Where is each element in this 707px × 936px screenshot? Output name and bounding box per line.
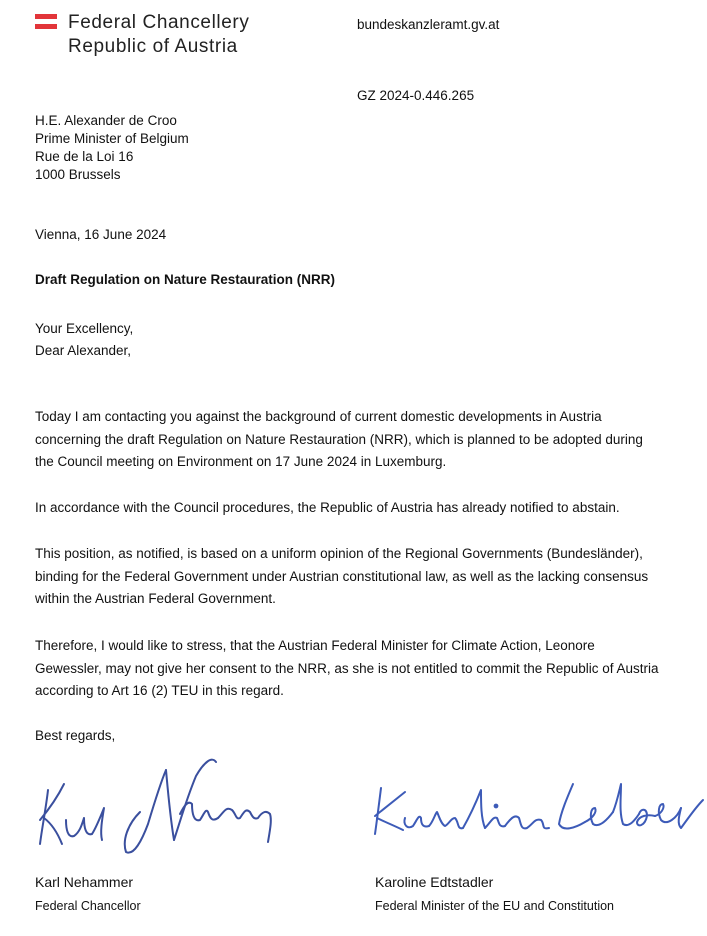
body-paragraph-2: In accordance with the Council procedures, the Republic of Austria has already notified to abstain. [35, 500, 620, 515]
body-paragraph-1: Today I am contacting you against the background of current domestic developments in Austria concerning the draft Regulation on Nature Restauration (NRR), which is planned to be adopted during the Council meeting on Environment on 17 June 2024 in Luxemburg. [35, 409, 643, 469]
signatory-right-title: Federal Minister of the EU and Constitution [375, 899, 615, 913]
signatory-right-name: Karoline Edtstadler [375, 874, 494, 890]
recipient-line3: Rue de la Loi 16 [35, 149, 134, 164]
website-link[interactable]: bundeskanzleramt.gv.at [357, 17, 500, 32]
reference-number: GZ 2024-0.446.265 [357, 88, 475, 103]
recipient-line4: 1000 Brussels [35, 167, 121, 182]
org-name-line2: Republic of Austria [68, 36, 238, 57]
org-name-line1: Federal Chancellery [68, 12, 250, 33]
austrian-flag-logo-icon [35, 14, 57, 30]
salutation-line1: Your Excellency, [35, 321, 134, 336]
recipient-line2: Prime Minister of Belgium [35, 131, 189, 146]
salutation [35, 318, 133, 362]
signatory-left-title: Federal Chancellor [35, 899, 141, 913]
body-paragraph-4: Therefore, I would like to stress, that the Austrian Federal Minister for Climate Action, Leonore Gewessler, may not give her consent to the NRR, as she is not entitled to commit the Republic of Austria according to Art 16 (2) TEU in this regard. [35, 638, 659, 698]
signature-karoline-edtstadler [365, 768, 705, 843]
signatory-left-name: Karl Nehammer [35, 874, 134, 890]
letter-date: Vienna, 16 June 2024 [35, 227, 167, 242]
body-paragraph-3: This position, as notified, is based on a uniform opinion of the Regional Governments (Bundesländer), binding for the Federal Government under Austrian constitutional law, as well as the lacking consensus within the Austrian Federal Government. [35, 546, 649, 606]
letter-subject: Draft Regulation on Nature Restauration (NRR) [35, 272, 336, 287]
recipient-address [35, 112, 189, 184]
signature-karl-nehammer [30, 748, 280, 863]
closing-phrase: Best regards, [35, 728, 116, 743]
salutation-line2: Dear Alexander, [35, 343, 132, 358]
recipient-line1: H.E. Alexander de Croo [35, 113, 177, 128]
